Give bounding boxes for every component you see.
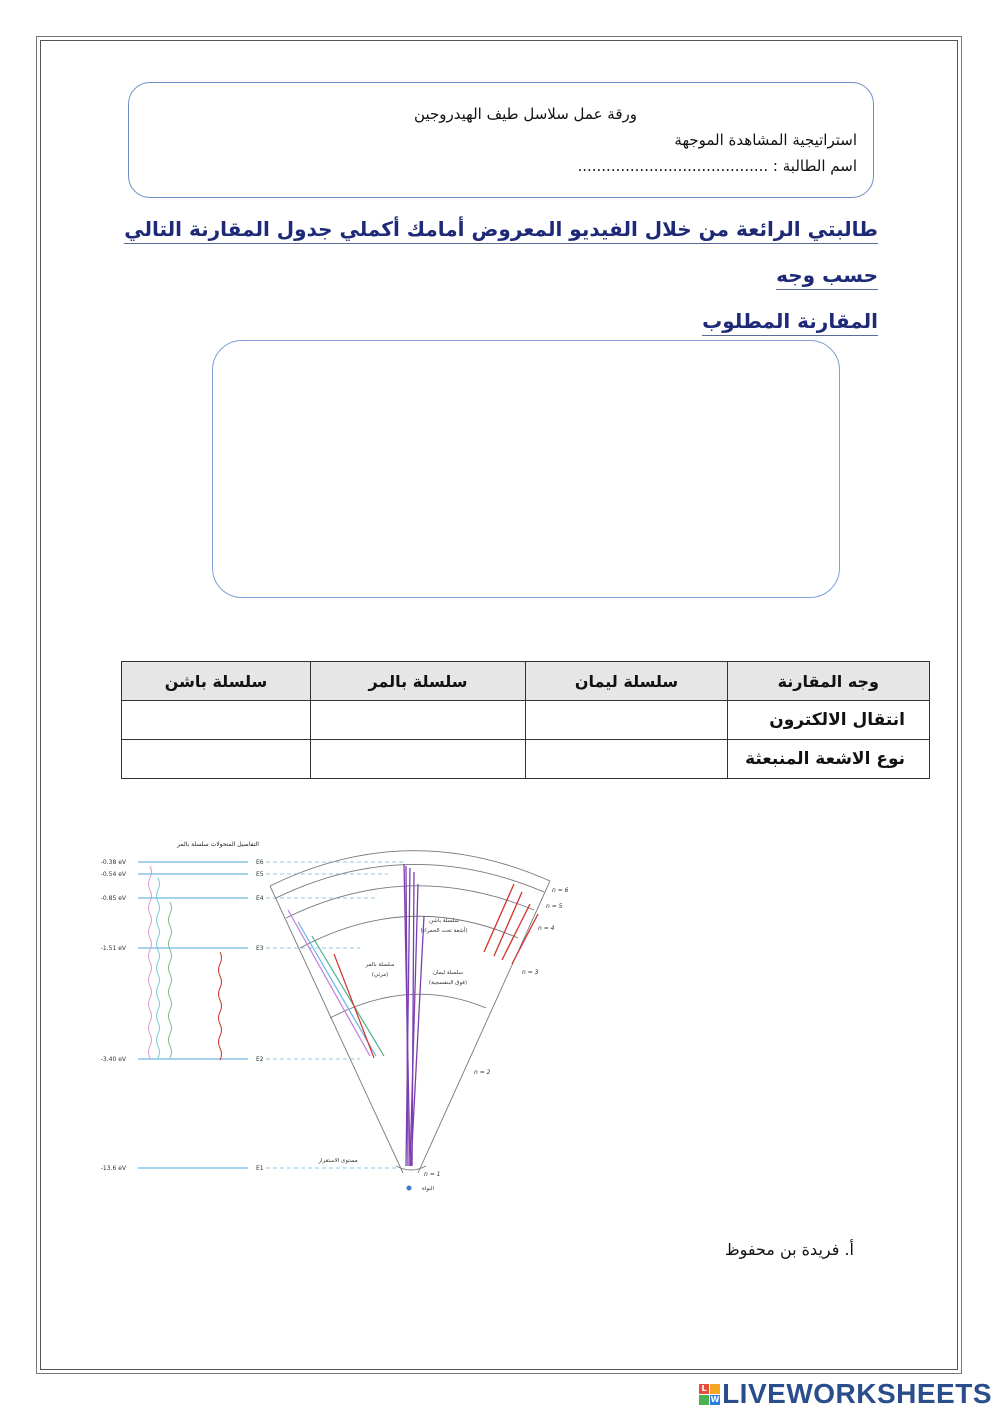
liveworksheets-logo[interactable] — [699, 1378, 992, 1410]
n-label: n = 4 — [538, 925, 555, 932]
logo-square: W — [710, 1394, 720, 1404]
logo-squares — [699, 1384, 720, 1405]
cell-input[interactable] — [526, 740, 728, 779]
header-lyman: سلسلة ليمان — [526, 662, 728, 701]
cell-input[interactable] — [122, 701, 311, 740]
energy-label: -3.40 eV — [100, 1056, 126, 1063]
n-label: n = 3 — [522, 969, 539, 976]
instruction-line-1: طالبتي الرائعة من خلال الفيديو المعروض أمامك أكملي جدول المقارنة التالي حسب وجه — [124, 217, 878, 290]
energy-label: -0.54 eV — [100, 871, 126, 878]
logo-square — [710, 1384, 720, 1394]
header-aspect: وجه المقارنة — [728, 662, 930, 701]
n-label: n = 5 — [546, 903, 563, 910]
lyman-sub: (فوق البنفسجية) — [428, 980, 468, 986]
row-label-transition: انتقال الالكترون — [728, 701, 930, 740]
level-label: E2 — [256, 1056, 264, 1063]
author-name: أ. فريدة بن محفوظ — [724, 1240, 854, 1259]
header-box — [128, 82, 874, 198]
n-label: n = 2 — [474, 1069, 491, 1076]
level-label: E4 — [256, 895, 264, 902]
header-balmer: سلسلة بالمر — [311, 662, 526, 701]
table-header-row — [122, 662, 930, 701]
cell-input[interactable] — [311, 740, 526, 779]
diagram-heading: التفاصيل المتحولات سلسلة بالمر — [177, 841, 259, 848]
balmer-label: سلسلة بالمر — [365, 962, 395, 968]
table-row — [122, 740, 930, 779]
worksheet-title: ورقة عمل سلاسل طيف الهيدروجين — [414, 105, 637, 123]
instruction — [118, 206, 878, 344]
hydrogen-spectrum-diagram — [98, 826, 610, 1206]
n-label: n = 6 — [552, 887, 569, 894]
student-name-line: اسم الطالبة : ........................................ — [577, 157, 857, 175]
instruction-line-2: المقارنة المطلوب — [702, 309, 878, 336]
video-placeholder[interactable] — [212, 340, 840, 598]
paschen-label: سلسلة باشن — [429, 918, 459, 924]
paschen-sub: (أشعة تحت الحمراء) — [420, 928, 468, 934]
logo-square — [699, 1395, 709, 1405]
energy-label: -0.38 eV — [100, 859, 126, 866]
level-label: E5 — [256, 871, 264, 878]
logo-text: LIVEWORKSHEETS — [722, 1378, 992, 1409]
ground-level-label: مستوى الاستقرار — [318, 1158, 358, 1164]
energy-label: -1.51 eV — [100, 945, 126, 952]
row-label-radiation: نوع الاشعة المنبعثة — [728, 740, 930, 779]
logo-square: L — [699, 1384, 709, 1394]
energy-label: -0.85 eV — [100, 895, 126, 902]
nucleus-dot — [407, 1186, 412, 1191]
cell-input[interactable] — [122, 740, 311, 779]
balmer-sub: (مرئي) — [371, 972, 389, 978]
comparison-table — [121, 661, 930, 779]
lyman-label: سلسلة ليمان — [432, 970, 464, 976]
energy-label: -13.6 eV — [100, 1165, 126, 1172]
n-label: n = 1 — [424, 1171, 441, 1178]
level-label: E3 — [256, 945, 264, 952]
nucleus-label: النواة — [421, 1186, 435, 1192]
strategy-line: استراتيجية المشاهدة الموجهة — [674, 131, 857, 149]
cell-input[interactable] — [526, 701, 728, 740]
cell-input[interactable] — [311, 701, 526, 740]
level-label: E1 — [256, 1165, 264, 1172]
table-row — [122, 701, 930, 740]
header-paschen: سلسلة باشن — [122, 662, 311, 701]
level-label: E6 — [256, 859, 264, 866]
